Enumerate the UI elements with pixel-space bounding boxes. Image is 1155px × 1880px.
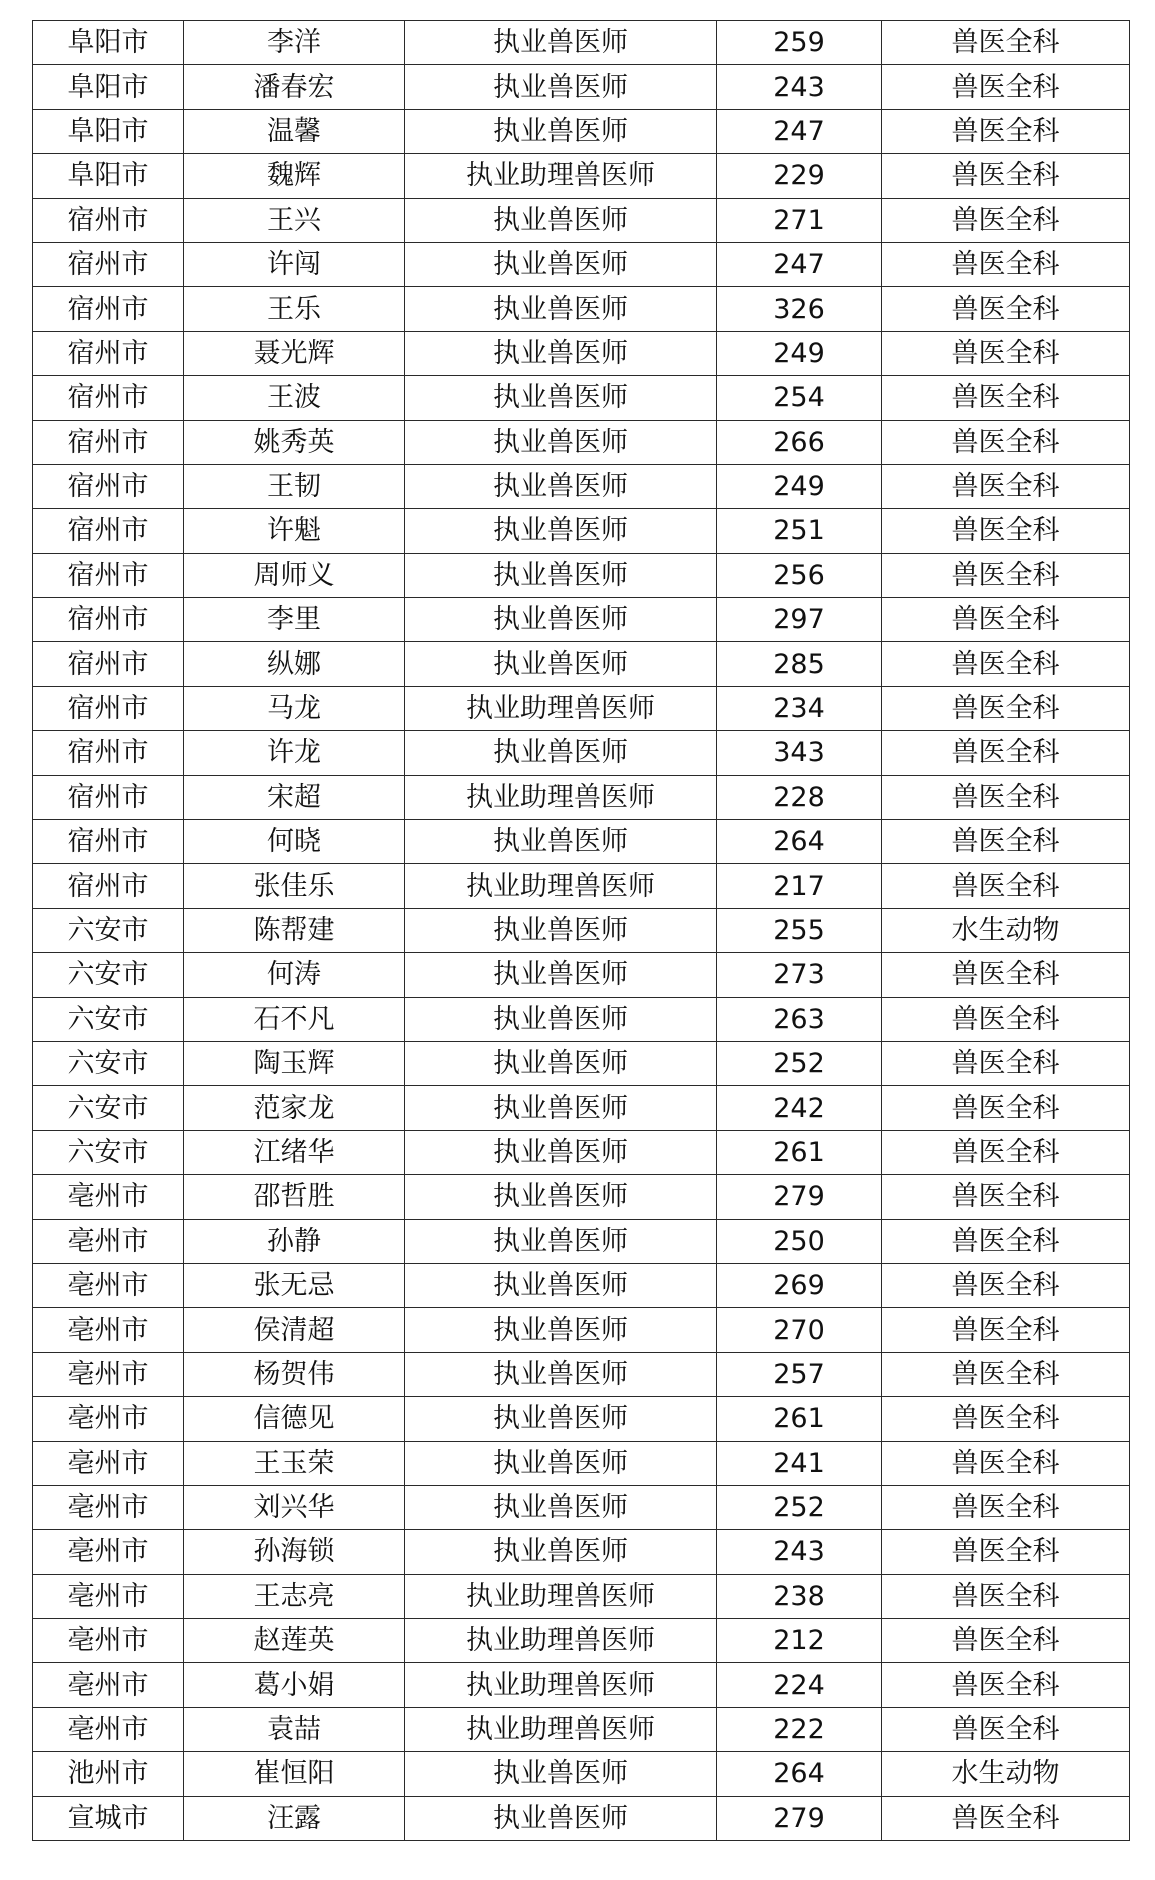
- cell-type: 执业助理兽医师: [405, 1619, 717, 1663]
- cell-city: 六安市: [33, 1086, 184, 1130]
- cell-category: 兽医全科: [882, 509, 1130, 553]
- results-table: [32, 20, 1130, 1841]
- cell-name: 邵哲胜: [184, 1175, 405, 1219]
- cell-score: 269: [717, 1263, 882, 1307]
- cell-score: 326: [717, 287, 882, 331]
- cell-name: 何晓: [184, 820, 405, 864]
- cell-score: 229: [717, 154, 882, 198]
- cell-city: 阜阳市: [33, 21, 184, 65]
- table-row: [33, 65, 1130, 109]
- cell-type: 执业兽医师: [405, 198, 717, 242]
- cell-name: 袁喆: [184, 1707, 405, 1751]
- cell-category: 兽医全科: [882, 109, 1130, 153]
- cell-category: 兽医全科: [882, 686, 1130, 730]
- cell-city: 亳州市: [33, 1485, 184, 1529]
- cell-name: 陈帮建: [184, 908, 405, 952]
- cell-type: 执业助理兽医师: [405, 154, 717, 198]
- table-row: [33, 1619, 1130, 1663]
- cell-category: 兽医全科: [882, 1707, 1130, 1751]
- cell-score: 252: [717, 1485, 882, 1529]
- cell-name: 张无忌: [184, 1263, 405, 1307]
- cell-city: 宣城市: [33, 1796, 184, 1840]
- cell-type: 执业助理兽医师: [405, 864, 717, 908]
- cell-city: 宿州市: [33, 509, 184, 553]
- cell-city: 六安市: [33, 908, 184, 952]
- cell-category: 兽医全科: [882, 731, 1130, 775]
- cell-score: 242: [717, 1086, 882, 1130]
- cell-name: 赵莲英: [184, 1619, 405, 1663]
- cell-type: 执业兽医师: [405, 1397, 717, 1441]
- cell-score: 224: [717, 1663, 882, 1707]
- cell-type: 执业兽医师: [405, 1752, 717, 1796]
- cell-name: 杨贺伟: [184, 1352, 405, 1396]
- cell-city: 宿州市: [33, 686, 184, 730]
- cell-score: 247: [717, 242, 882, 286]
- cell-type: 执业兽医师: [405, 553, 717, 597]
- cell-score: 238: [717, 1574, 882, 1618]
- cell-city: 宿州市: [33, 287, 184, 331]
- table-row: [33, 21, 1130, 65]
- table-row: [33, 154, 1130, 198]
- cell-type: 执业兽医师: [405, 997, 717, 1041]
- cell-city: 宿州市: [33, 864, 184, 908]
- table-row: [33, 420, 1130, 464]
- cell-city: 亳州市: [33, 1441, 184, 1485]
- cell-type: 执业兽医师: [405, 65, 717, 109]
- cell-name: 孙静: [184, 1219, 405, 1263]
- cell-category: 兽医全科: [882, 1175, 1130, 1219]
- cell-category: 兽医全科: [882, 154, 1130, 198]
- cell-name: 姚秀英: [184, 420, 405, 464]
- cell-score: 212: [717, 1619, 882, 1663]
- cell-type: 执业兽医师: [405, 1308, 717, 1352]
- cell-score: 263: [717, 997, 882, 1041]
- cell-name: 刘兴华: [184, 1485, 405, 1529]
- cell-score: 264: [717, 820, 882, 864]
- cell-type: 执业助理兽医师: [405, 775, 717, 819]
- table-row: [33, 1308, 1130, 1352]
- cell-city: 亳州市: [33, 1707, 184, 1751]
- cell-type: 执业兽医师: [405, 820, 717, 864]
- cell-score: 252: [717, 1041, 882, 1085]
- cell-city: 亳州市: [33, 1263, 184, 1307]
- cell-category: 兽医全科: [882, 65, 1130, 109]
- cell-score: 249: [717, 464, 882, 508]
- cell-city: 六安市: [33, 997, 184, 1041]
- cell-category: 兽医全科: [882, 198, 1130, 242]
- cell-type: 执业兽医师: [405, 1263, 717, 1307]
- cell-name: 孙海锁: [184, 1530, 405, 1574]
- cell-city: 宿州市: [33, 242, 184, 286]
- table-row: [33, 1086, 1130, 1130]
- cell-name: 葛小娟: [184, 1663, 405, 1707]
- cell-score: 259: [717, 21, 882, 65]
- table-row: [33, 997, 1130, 1041]
- cell-city: 六安市: [33, 953, 184, 997]
- cell-city: 亳州市: [33, 1663, 184, 1707]
- cell-type: 执业兽医师: [405, 1130, 717, 1174]
- cell-type: 执业兽医师: [405, 376, 717, 420]
- cell-score: 279: [717, 1796, 882, 1840]
- cell-score: 241: [717, 1441, 882, 1485]
- cell-city: 宿州市: [33, 731, 184, 775]
- cell-score: 273: [717, 953, 882, 997]
- cell-category: 兽医全科: [882, 1219, 1130, 1263]
- cell-score: 297: [717, 598, 882, 642]
- cell-name: 李里: [184, 598, 405, 642]
- table-row: [33, 1441, 1130, 1485]
- table-row: [33, 553, 1130, 597]
- table-row: [33, 1263, 1130, 1307]
- cell-city: 宿州市: [33, 198, 184, 242]
- cell-type: 执业助理兽医师: [405, 686, 717, 730]
- cell-score: 243: [717, 65, 882, 109]
- cell-name: 温馨: [184, 109, 405, 153]
- table-row: [33, 731, 1130, 775]
- table-row: [33, 864, 1130, 908]
- table-row: [33, 1041, 1130, 1085]
- table-row: [33, 242, 1130, 286]
- cell-score: 228: [717, 775, 882, 819]
- cell-score: 271: [717, 198, 882, 242]
- table-row: [33, 1397, 1130, 1441]
- cell-city: 亳州市: [33, 1308, 184, 1352]
- table-row: [33, 1219, 1130, 1263]
- cell-type: 执业兽医师: [405, 598, 717, 642]
- cell-type: 执业兽医师: [405, 731, 717, 775]
- cell-score: 261: [717, 1397, 882, 1441]
- cell-city: 阜阳市: [33, 109, 184, 153]
- cell-score: 255: [717, 908, 882, 952]
- cell-type: 执业兽医师: [405, 1041, 717, 1085]
- cell-type: 执业兽医师: [405, 420, 717, 464]
- cell-type: 执业兽医师: [405, 1219, 717, 1263]
- cell-name: 许闯: [184, 242, 405, 286]
- cell-name: 石不凡: [184, 997, 405, 1041]
- cell-category: 兽医全科: [882, 775, 1130, 819]
- cell-name: 侯清超: [184, 1308, 405, 1352]
- cell-type: 执业助理兽医师: [405, 1707, 717, 1751]
- cell-type: 执业兽医师: [405, 464, 717, 508]
- cell-category: 兽医全科: [882, 376, 1130, 420]
- cell-city: 宿州市: [33, 553, 184, 597]
- table-row: [33, 1130, 1130, 1174]
- cell-category: 兽医全科: [882, 1530, 1130, 1574]
- cell-name: 王志亮: [184, 1574, 405, 1618]
- cell-category: 兽医全科: [882, 1796, 1130, 1840]
- cell-type: 执业兽医师: [405, 21, 717, 65]
- cell-type: 执业兽医师: [405, 509, 717, 553]
- cell-city: 亳州市: [33, 1397, 184, 1441]
- cell-category: 兽医全科: [882, 1619, 1130, 1663]
- cell-score: 249: [717, 331, 882, 375]
- cell-city: 宿州市: [33, 642, 184, 686]
- cell-type: 执业兽医师: [405, 1352, 717, 1396]
- cell-name: 范家龙: [184, 1086, 405, 1130]
- cell-type: 执业兽医师: [405, 1530, 717, 1574]
- cell-name: 许魁: [184, 509, 405, 553]
- table-row: [33, 598, 1130, 642]
- cell-name: 何涛: [184, 953, 405, 997]
- cell-name: 王兴: [184, 198, 405, 242]
- cell-category: 兽医全科: [882, 1397, 1130, 1441]
- cell-score: 234: [717, 686, 882, 730]
- table-row: [33, 464, 1130, 508]
- cell-city: 亳州市: [33, 1175, 184, 1219]
- cell-city: 宿州市: [33, 420, 184, 464]
- cell-category: 兽医全科: [882, 953, 1130, 997]
- table-row: [33, 1485, 1130, 1529]
- cell-category: 水生动物: [882, 1752, 1130, 1796]
- cell-city: 阜阳市: [33, 154, 184, 198]
- table-row: [33, 1574, 1130, 1618]
- cell-city: 亳州市: [33, 1574, 184, 1618]
- cell-score: 279: [717, 1175, 882, 1219]
- cell-name: 王波: [184, 376, 405, 420]
- cell-category: 兽医全科: [882, 1263, 1130, 1307]
- table-row: [33, 1175, 1130, 1219]
- cell-score: 251: [717, 509, 882, 553]
- cell-name: 崔恒阳: [184, 1752, 405, 1796]
- table-row: [33, 109, 1130, 153]
- cell-type: 执业兽医师: [405, 908, 717, 952]
- table-row: [33, 1707, 1130, 1751]
- cell-category: 兽医全科: [882, 1663, 1130, 1707]
- cell-score: 250: [717, 1219, 882, 1263]
- cell-name: 周师义: [184, 553, 405, 597]
- cell-score: 343: [717, 731, 882, 775]
- cell-name: 魏辉: [184, 154, 405, 198]
- table-row: [33, 1663, 1130, 1707]
- cell-category: 兽医全科: [882, 1308, 1130, 1352]
- cell-category: 水生动物: [882, 908, 1130, 952]
- cell-city: 阜阳市: [33, 65, 184, 109]
- cell-city: 宿州市: [33, 331, 184, 375]
- cell-score: 261: [717, 1130, 882, 1174]
- cell-type: 执业兽医师: [405, 242, 717, 286]
- cell-score: 243: [717, 1530, 882, 1574]
- cell-city: 六安市: [33, 1041, 184, 1085]
- cell-category: 兽医全科: [882, 1485, 1130, 1529]
- table-row: [33, 287, 1130, 331]
- cell-city: 宿州市: [33, 598, 184, 642]
- cell-type: 执业兽医师: [405, 1796, 717, 1840]
- cell-city: 六安市: [33, 1130, 184, 1174]
- cell-name: 纵娜: [184, 642, 405, 686]
- table-row: [33, 376, 1130, 420]
- cell-name: 信德见: [184, 1397, 405, 1441]
- cell-category: 兽医全科: [882, 1352, 1130, 1396]
- table-row: [33, 953, 1130, 997]
- cell-type: 执业兽医师: [405, 642, 717, 686]
- cell-category: 兽医全科: [882, 820, 1130, 864]
- table-row: [33, 908, 1130, 952]
- cell-category: 兽医全科: [882, 1130, 1130, 1174]
- results-table-body: [33, 21, 1130, 1841]
- cell-type: 执业兽医师: [405, 1086, 717, 1130]
- cell-category: 兽医全科: [882, 464, 1130, 508]
- table-row: [33, 686, 1130, 730]
- table-row: [33, 642, 1130, 686]
- cell-category: 兽医全科: [882, 21, 1130, 65]
- cell-type: 执业助理兽医师: [405, 1663, 717, 1707]
- cell-score: 266: [717, 420, 882, 464]
- table-row: [33, 1352, 1130, 1396]
- table-row: [33, 775, 1130, 819]
- cell-name: 王韧: [184, 464, 405, 508]
- cell-category: 兽医全科: [882, 287, 1130, 331]
- cell-type: 执业兽医师: [405, 1485, 717, 1529]
- cell-score: 217: [717, 864, 882, 908]
- cell-name: 潘春宏: [184, 65, 405, 109]
- cell-city: 宿州市: [33, 820, 184, 864]
- cell-name: 聂光辉: [184, 331, 405, 375]
- table-row: [33, 198, 1130, 242]
- cell-name: 汪露: [184, 1796, 405, 1840]
- cell-name: 宋超: [184, 775, 405, 819]
- table-row: [33, 820, 1130, 864]
- cell-score: 257: [717, 1352, 882, 1396]
- cell-city: 亳州市: [33, 1619, 184, 1663]
- cell-type: 执业助理兽医师: [405, 1574, 717, 1618]
- cell-score: 270: [717, 1308, 882, 1352]
- cell-score: 247: [717, 109, 882, 153]
- cell-category: 兽医全科: [882, 1441, 1130, 1485]
- cell-city: 宿州市: [33, 775, 184, 819]
- cell-city: 宿州市: [33, 464, 184, 508]
- cell-category: 兽医全科: [882, 598, 1130, 642]
- cell-category: 兽医全科: [882, 1041, 1130, 1085]
- cell-score: 264: [717, 1752, 882, 1796]
- cell-type: 执业兽医师: [405, 953, 717, 997]
- cell-name: 许龙: [184, 731, 405, 775]
- cell-score: 222: [717, 1707, 882, 1751]
- cell-type: 执业兽医师: [405, 287, 717, 331]
- cell-city: 亳州市: [33, 1352, 184, 1396]
- cell-category: 兽医全科: [882, 642, 1130, 686]
- cell-category: 兽医全科: [882, 1574, 1130, 1618]
- cell-type: 执业兽医师: [405, 109, 717, 153]
- table-row: [33, 1752, 1130, 1796]
- cell-name: 王乐: [184, 287, 405, 331]
- cell-category: 兽医全科: [882, 997, 1130, 1041]
- cell-name: 江绪华: [184, 1130, 405, 1174]
- table-row: [33, 331, 1130, 375]
- cell-name: 王玉荣: [184, 1441, 405, 1485]
- cell-score: 256: [717, 553, 882, 597]
- table-row: [33, 1796, 1130, 1840]
- cell-city: 亳州市: [33, 1530, 184, 1574]
- cell-category: 兽医全科: [882, 242, 1130, 286]
- cell-type: 执业兽医师: [405, 1441, 717, 1485]
- cell-name: 陶玉辉: [184, 1041, 405, 1085]
- cell-city: 池州市: [33, 1752, 184, 1796]
- cell-city: 宿州市: [33, 376, 184, 420]
- cell-category: 兽医全科: [882, 331, 1130, 375]
- cell-category: 兽医全科: [882, 553, 1130, 597]
- cell-type: 执业兽医师: [405, 1175, 717, 1219]
- table-row: [33, 509, 1130, 553]
- cell-city: 亳州市: [33, 1219, 184, 1263]
- cell-name: 马龙: [184, 686, 405, 730]
- cell-category: 兽医全科: [882, 864, 1130, 908]
- cell-type: 执业兽医师: [405, 331, 717, 375]
- cell-name: 李洋: [184, 21, 405, 65]
- cell-score: 254: [717, 376, 882, 420]
- table-row: [33, 1530, 1130, 1574]
- cell-category: 兽医全科: [882, 1086, 1130, 1130]
- cell-category: 兽医全科: [882, 420, 1130, 464]
- cell-score: 285: [717, 642, 882, 686]
- cell-name: 张佳乐: [184, 864, 405, 908]
